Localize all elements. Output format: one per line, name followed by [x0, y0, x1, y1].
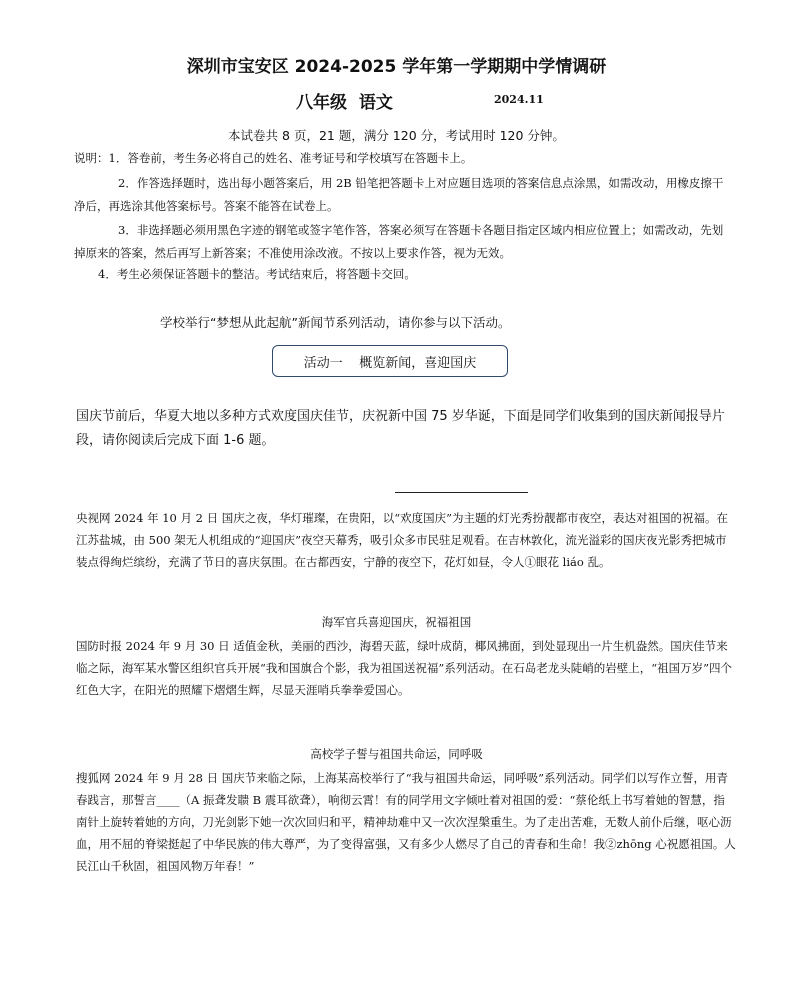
exam-date: 2024.11	[494, 93, 544, 106]
news-heading-2: 海军官兵喜迎国庆，祝福祖国	[321, 615, 472, 629]
instruction-2: 2．作答选择题时，选出每小题答案后，用 2B 铅笔把答题卡上对应题目选项的答案信息点涂黑，如需改动，用橡皮擦干净后，再选涂其他答案标号。答案不能答在试卷上。	[74, 176, 724, 213]
activity-paragraph: 国庆节前后，华夏大地以多种方式欢度国庆佳节，庆祝新中国 75 岁华诞，下面是同学们收集到的国庆新闻报导片段，请你阅读后完成下面 1-6 题。	[76, 409, 725, 448]
headline-blank-line	[395, 492, 528, 493]
instruction-4: 4．考生必须保证答题卡的整洁。考试结束后，将答题卡交回。	[98, 267, 416, 281]
instruction-1: 说明：1．答卷前，考生务必将自己的姓名、准考证号和学校填写在答题卡上。	[74, 151, 473, 165]
news-body-3: 搜狐网 2024 年 9 月 28 日 国庆节来临之际，上海某高校举行了“我与祖国共命运，同呼吸”系列活动。同学们以写作立誓，用青春践言，那誓言____（A 振聋发聩 B 震耳欲聋），响彻云霄！有的同学用文字倾吐着对祖国的爱：“蔡伦纸上书写着她的智慧，指南针上旋转着她的方向，刀光剑影下她一次次回归和平，精神劫难中又一次次涅槃重生。为了走出苦难，无数人前仆后继，呕心沥血，用不屈的脊梁挺起了中华民族的伟大尊严，为了变得富强，又有多少人燃尽了自己的青春和生命！我②zhōng 心祝愿祖国。人民江山千秋固，祖国风物万年春！”	[76, 771, 736, 873]
instruction-3: 3．非选择题必须用黑色字迹的钢笔或签字笔作答，答案必须写在答题卡各题目指定区域内相应位置上；如需改动，先划掉原来的答案，然后再写上新答案；不准使用涂改液。不按以上要求作答，视为无效。	[74, 223, 724, 260]
exam-intro: 本试卷共 8 页，21 题，满分 120 分，考试用时 120 分钟。	[228, 128, 565, 143]
news-heading-3: 高校学子誓与祖国共命运，同呼吸	[310, 747, 483, 761]
activity-box-label: 活动一 概览新闻，喜迎国庆	[303, 355, 477, 371]
news-body-1: 央视网 2024 年 10 月 2 日 国庆之夜，华灯璀璨，在贵阳，以“欢度国庆”为主题的灯光秀扮靓都市夜空，表达对祖国的祝福。在江苏盐城，由 500 架无人机组成的“迎国庆”夜空天幕秀，吸引众多市民驻足观看。在吉林敦化，流光溢彩的国庆夜光影秀把城市装点得绚烂缤纷，充满了节日的喜庆氛围。在古都西安，宁静的夜空下，花灯如昼，令人①眼花 liáo 乱。	[76, 511, 729, 569]
activity-box	[272, 345, 508, 377]
exam-subtitle: 八年级 语文	[296, 93, 393, 113]
exam-title: 深圳市宝安区 2024-2025 学年第一学期期中学情调研	[186, 57, 607, 77]
activity-lead: 学校举行“梦想从此起航”新闻节系列活动，请你参与以下活动。	[160, 315, 511, 330]
news-body-2: 国防时报 2024 年 9 月 30 日 适值金秋，美丽的西沙，海碧天蓝，绿叶成荫，椰风拂面，到处显现出一片生机盎然。国庆佳节来临之际，海军某水警区组织官兵开展“我和国旗合个影，我为祖国送祝福”系列活动。在石岛老龙头陡峭的岩壁上，“祖国万岁”四个红色大字，在阳光的照耀下熠熠生辉，尽显天涯哨兵拳拳爱国心。	[76, 639, 733, 697]
